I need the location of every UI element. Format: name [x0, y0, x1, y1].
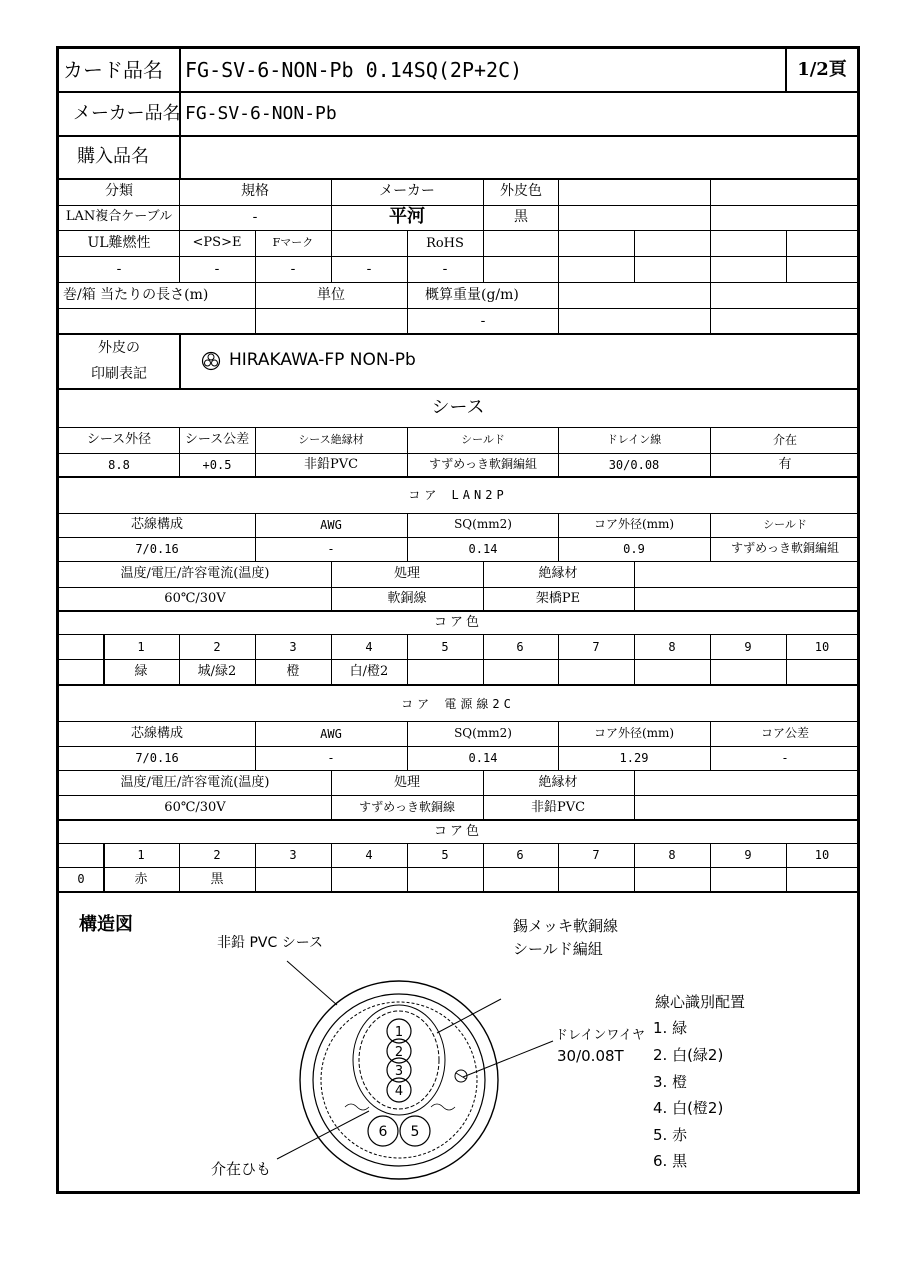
card-name-value: FG-SV-6-NON-Pb 0.14SQ(2P+2C) [185, 58, 523, 82]
value-ul: - [116, 261, 122, 277]
pwr-num-8: 8 [668, 848, 676, 862]
sheath-title: シース [431, 397, 485, 418]
label-weight: 概算重量(g/m) [425, 287, 519, 303]
pwr-num-3: 3 [289, 848, 297, 862]
pwr-h-awg: AWG [320, 727, 342, 741]
sheath-v-filler: 有 [778, 457, 792, 472]
sheath-h-tol: シース公差 [184, 432, 250, 447]
lan-v-shield: すずめっき軟銅編組 [730, 541, 840, 555]
print-label-1: 外皮の [98, 340, 140, 356]
print-value: HIRAKAWA-FP NON-Pb [229, 350, 416, 370]
core-lan-title: コア LAN2P [408, 488, 508, 502]
pwr-h-temp: 温度/電圧/許容電流(温度) [120, 775, 270, 790]
pwr-color-1: 赤 [134, 872, 148, 887]
pwr-h-ins: 絶縁材 [538, 775, 578, 790]
diagram-title: 構造図 [79, 914, 133, 935]
lan-color-4: 白/橙2 [349, 664, 389, 679]
sheath-v-shield: すずめっき軟銅編組 [428, 457, 538, 471]
id-item-4: 4. 白(橙2) [653, 1099, 724, 1117]
sheath-h-od: シース外径 [86, 432, 152, 447]
pwr-v-ins: 非鉛PVC [530, 800, 586, 815]
lan-v-temp: 60℃/30V [164, 591, 226, 606]
shield-leader-line [437, 999, 501, 1033]
pwr-v-struct: 7/0.16 [135, 751, 179, 765]
pwr-v-tol: - [781, 751, 789, 765]
sheath-v-od: 8.8 [108, 458, 130, 472]
pwr-v-od: 1.29 [619, 751, 649, 765]
outer-sheath-ring [300, 981, 498, 1179]
pwr-color-title: コア色 [433, 824, 483, 839]
label-ps: <PS>E [192, 235, 242, 250]
id-item-2: 2. 白(緑2) [653, 1046, 724, 1064]
sheath-h-drain: ドレイン線 [606, 433, 662, 446]
lan-h-sq: SQ(mm2) [454, 517, 512, 531]
lan-h-struct: 芯線構成 [130, 517, 184, 532]
inner-sheath-ring [313, 994, 485, 1166]
lan-num-1: 1 [137, 640, 145, 654]
pwr-color-2: 黒 [210, 872, 224, 887]
filler-string [345, 1104, 369, 1110]
lan-num-6: 6 [516, 640, 524, 654]
core-num-1: 1 [394, 1025, 404, 1040]
pwr-v-proc: すずめっき軟銅線 [358, 800, 456, 814]
value-blank: - [366, 261, 372, 277]
pwr-num-4: 4 [365, 848, 373, 862]
lan-v-struct: 7/0.16 [135, 542, 179, 556]
id-item-5: 5. 赤 [653, 1126, 688, 1144]
lan-v-od: 0.9 [623, 542, 645, 556]
lan-color-title: コア色 [433, 615, 483, 630]
label-length: 巻/箱 当たりの長さ(m) [63, 287, 209, 303]
core-num-2: 2 [394, 1045, 404, 1060]
value-weight: - [480, 313, 486, 329]
pwr-v-temp: 60℃/30V [164, 800, 226, 815]
lan-v-sq: 0.14 [468, 542, 498, 556]
maker-name-label: メーカー品名 [73, 103, 181, 124]
lan-h-proc: 処理 [393, 566, 421, 581]
label-bunrui: 分類 [105, 183, 133, 199]
pwr-num-1: 1 [137, 848, 145, 862]
label-fmark: Fマーク [272, 236, 314, 249]
id-item-1: 1. 緑 [653, 1019, 688, 1037]
lan-v-ins: 架橋PE [535, 591, 581, 606]
core-power-title: コア 電源線2C [401, 697, 515, 711]
lan-num-7: 7 [592, 640, 600, 654]
lan-color-2: 城/緑2 [197, 664, 237, 679]
page-number: 1/2頁 [797, 59, 847, 80]
pwr-h-struct: 芯線構成 [130, 726, 184, 741]
lan-h-shield: シールド [763, 518, 807, 531]
lan-h-od: コア外径(mm) [593, 517, 675, 531]
label-unit: 単位 [317, 287, 345, 303]
card-name-label: カード品名 [63, 58, 163, 82]
sheath-v-drain: 30/0.08 [608, 458, 660, 472]
label-ul: UL難燃性 [87, 235, 151, 251]
value-kikaku: - [252, 209, 258, 225]
id-item-3: 3. 橙 [653, 1073, 688, 1091]
pwr-h-proc: 処理 [393, 775, 421, 790]
diagram-sheath-label: 非鉛 PVC シース [217, 935, 323, 951]
lan-num-4: 4 [365, 640, 373, 654]
lan-v-awg: - [327, 542, 335, 556]
diagram-shield-label-1: 錫メッキ軟銅線 [513, 917, 619, 935]
value-maker: 平河 [389, 206, 425, 227]
pwr-num-5: 5 [441, 848, 449, 862]
lan-num-9: 9 [744, 640, 752, 654]
filler-leader-line [277, 1111, 369, 1159]
diagram-drain-label-2: 30/0.08T [557, 1047, 624, 1065]
lan-color-3: 橙 [286, 664, 300, 679]
lan-num-3: 3 [289, 640, 297, 654]
label-maker: メーカー [379, 183, 435, 199]
value-ps: - [214, 261, 220, 277]
maker-name-value: FG-SV-6-NON-Pb [185, 103, 337, 124]
label-kikaku: 規格 [241, 183, 269, 199]
value-gaihi: 黒 [514, 209, 528, 225]
pwr-v-awg: - [327, 751, 335, 765]
core-num-5: 5 [410, 1124, 420, 1140]
core-num-6: 6 [378, 1124, 388, 1140]
pwr-h-tol: コア公差 [760, 726, 810, 740]
spec-sheet [56, 46, 860, 1194]
hirakawa-logo-icon [201, 351, 221, 371]
sheath-leader-line [287, 961, 337, 1005]
sheath-v-ins: 非鉛PVC [303, 457, 359, 472]
lan-num-2: 2 [213, 640, 221, 654]
pwr-h-sq: SQ(mm2) [454, 726, 512, 740]
value-rohs: - [442, 261, 448, 277]
core-num-4: 4 [394, 1084, 404, 1099]
pwr-v-sq: 0.14 [468, 751, 498, 765]
core-num-3: 3 [394, 1064, 404, 1079]
pwr-num-2: 2 [213, 848, 221, 862]
value-bunrui: LAN複合ケーブル [65, 209, 173, 224]
sheath-h-filler: 介在 [772, 433, 798, 447]
id-item-6: 6. 黒 [653, 1152, 688, 1170]
cable-cross-section [59, 893, 857, 1193]
lan-h-awg: AWG [320, 518, 342, 532]
diagram-drain-label-1: ドレインワイヤ [555, 1028, 645, 1043]
label-gaihi: 外皮色 [500, 183, 542, 199]
pwr-num-7: 7 [592, 848, 600, 862]
label-rohs: RoHS [426, 236, 464, 251]
diagram-shield-label-2: シールド編組 [513, 940, 603, 958]
filler-string-2 [431, 1104, 455, 1110]
pwr-h-od: コア外径(mm) [593, 726, 675, 740]
value-fmark: - [290, 261, 296, 277]
lan-num-8: 8 [668, 640, 676, 654]
diagram-filler-label: 介在ひも [211, 1160, 272, 1178]
sheath-v-tol: +0.5 [202, 458, 232, 472]
pwr-row-prefix: 0 [77, 872, 85, 886]
lan-h-ins: 絶縁材 [538, 566, 578, 581]
sheath-h-shield: シールド [461, 433, 505, 446]
lan-v-proc: 軟銅線 [387, 591, 427, 606]
id-title: 線心識別配置 [655, 993, 746, 1011]
print-label-2: 印刷表記 [91, 366, 147, 382]
sheath-h-ins: シース絶縁材 [298, 433, 364, 446]
lan-num-5: 5 [441, 640, 449, 654]
purchase-name-label: 購入品名 [77, 146, 149, 167]
lan-h-temp: 温度/電圧/許容電流(温度) [120, 566, 270, 581]
lan-num-10: 10 [814, 640, 830, 654]
pwr-num-10: 10 [814, 848, 830, 862]
pwr-num-9: 9 [744, 848, 752, 862]
pwr-num-6: 6 [516, 848, 524, 862]
lan-color-1: 緑 [134, 664, 148, 679]
